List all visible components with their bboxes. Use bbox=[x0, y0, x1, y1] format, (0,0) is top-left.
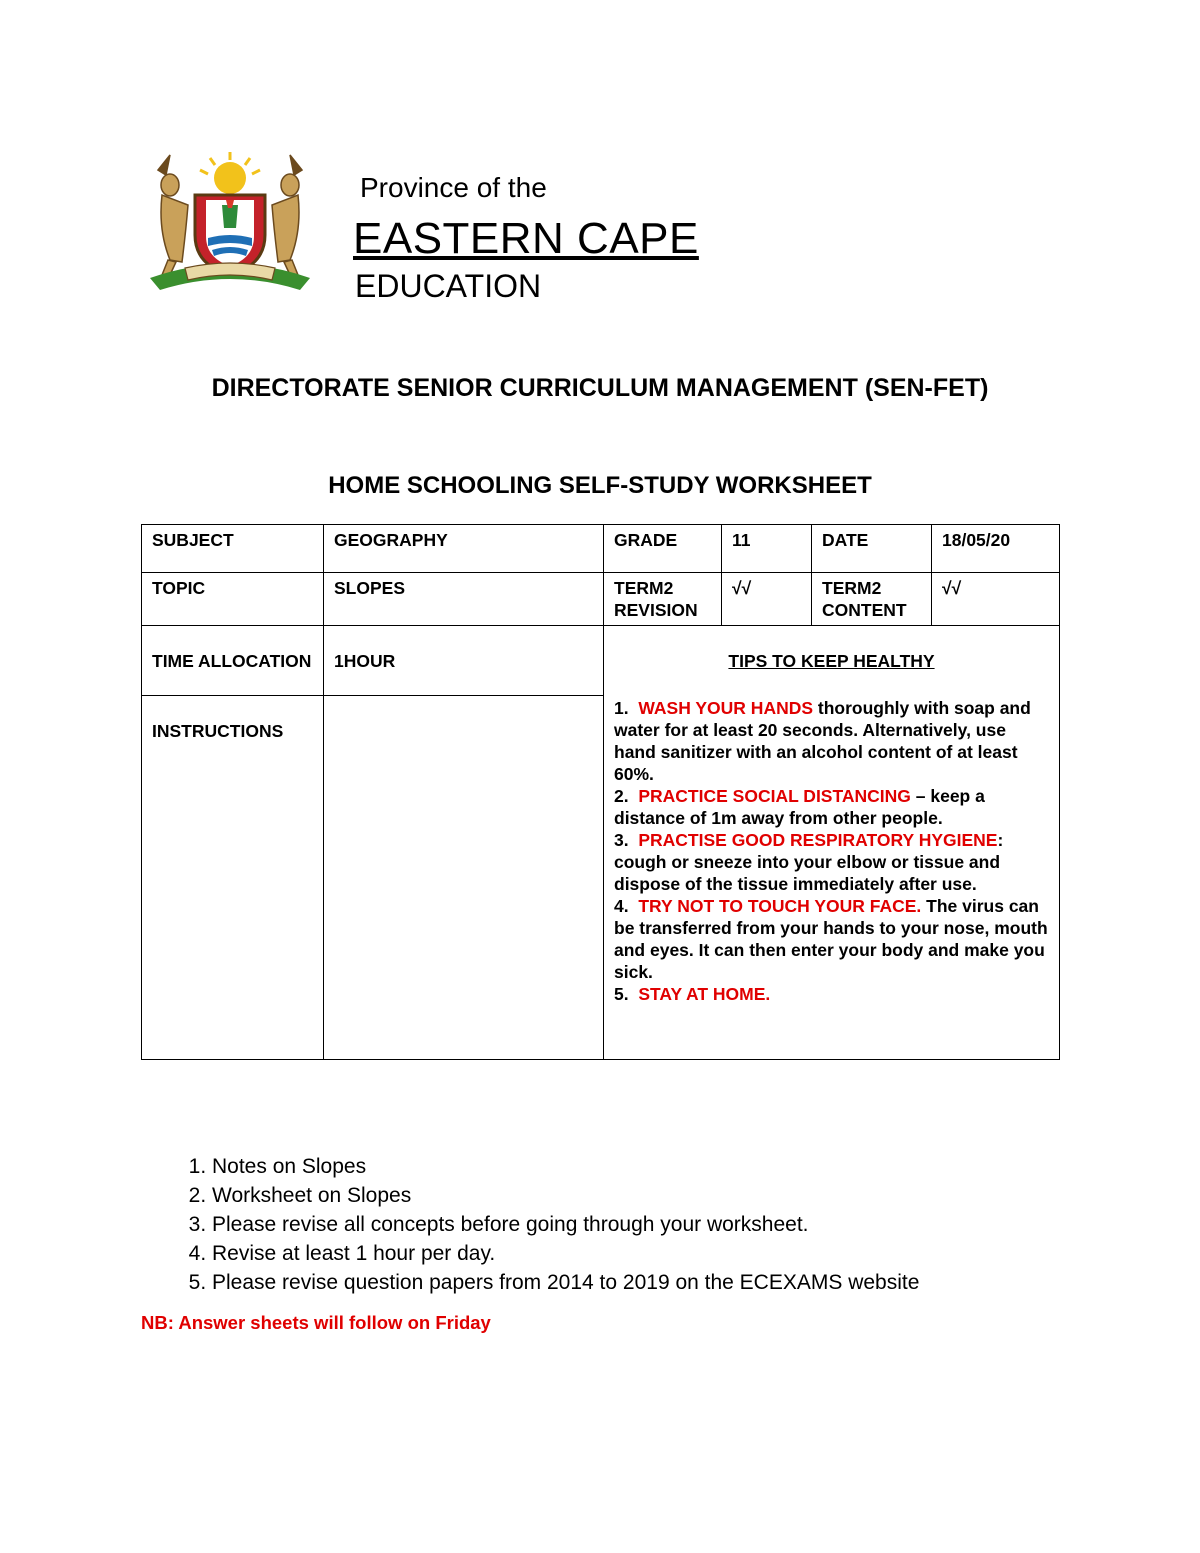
term2-content-tick: √√ bbox=[932, 573, 1060, 626]
list-item: 4. Revise at least 1 hour per day. bbox=[212, 1239, 919, 1268]
tips-heading: TIPS TO KEEP HEALTHY bbox=[728, 651, 935, 671]
worksheet-title: HOME SCHOOLING SELF-STUDY WORKSHEET bbox=[328, 472, 872, 499]
time-allocation-value: 1HOUR bbox=[324, 626, 604, 696]
instructions-list bbox=[170, 1152, 919, 1297]
subject-label: SUBJECT bbox=[142, 525, 324, 573]
nb-note: NB: Answer sheets will follow on Friday bbox=[141, 1312, 491, 1333]
tip-item-3: 3. PRACTISE GOOD RESPIRATORY HYGIENE: cough or sneeze into your elbow or tissue and dispose of the tissue immediately after use. bbox=[614, 830, 1004, 894]
department-name: EDUCATION bbox=[355, 268, 542, 304]
list-item: 5. Please revise question papers from 2014 to 2019 on the ECEXAMS website bbox=[212, 1268, 919, 1297]
antelope-left-icon bbox=[158, 155, 188, 275]
term2-revision-label: TERM2 REVISION bbox=[604, 573, 722, 626]
sun-icon bbox=[200, 152, 260, 194]
list-item: 3. Please revise all concepts before going through your worksheet. bbox=[212, 1210, 919, 1239]
time-allocation-label: TIME ALLOCATION bbox=[142, 626, 324, 696]
date-value: 18/05/20 bbox=[932, 525, 1060, 573]
table-row bbox=[142, 525, 1060, 573]
topic-label: TOPIC bbox=[142, 573, 324, 626]
coat-of-arms-logo bbox=[140, 150, 320, 295]
tip-item-4: 4. TRY NOT TO TOUCH YOUR FACE. The virus can be transferred from your hands to your nose, mouth and eyes. It can then enter your body and make you sick. bbox=[614, 896, 1048, 982]
list-item: 2. Worksheet on Slopes bbox=[212, 1181, 919, 1210]
province-label: Province of the bbox=[360, 172, 547, 203]
tip-item-1: 1. WASH YOUR HANDS thoroughly with soap and water for at least 20 seconds. Alternatively, use hand sanitizer with an alcohol content of at least 60%. bbox=[614, 698, 1031, 784]
province-name: EASTERN CAPE bbox=[353, 214, 699, 263]
table-row bbox=[142, 573, 1060, 626]
term2-revision-tick: √√ bbox=[722, 573, 812, 626]
grade-label: GRADE bbox=[604, 525, 722, 573]
subject-value: GEOGRAPHY bbox=[324, 525, 604, 573]
list-item: 1. Notes on Slopes bbox=[212, 1152, 919, 1181]
worksheet-info-table bbox=[141, 524, 1060, 1060]
directorate-title: DIRECTORATE SENIOR CURRICULUM MANAGEMENT (SEN-FET) bbox=[211, 374, 989, 402]
topic-value: SLOPES bbox=[324, 573, 604, 626]
instructions-label: INSTRUCTIONS bbox=[142, 696, 324, 1060]
tips-cell bbox=[604, 626, 1060, 1060]
tip-item-2: 2. PRACTICE SOCIAL DISTANCING – keep a distance of 1m away from other people. bbox=[614, 786, 985, 828]
instructions-value bbox=[324, 696, 604, 1060]
antelope-right-icon bbox=[272, 155, 302, 275]
table-row bbox=[142, 626, 1060, 696]
date-label: DATE bbox=[812, 525, 932, 573]
term2-content-label: TERM2 CONTENT bbox=[812, 573, 932, 626]
tip-item-5: 5. STAY AT HOME. bbox=[614, 984, 771, 1004]
grade-value: 11 bbox=[722, 525, 812, 573]
